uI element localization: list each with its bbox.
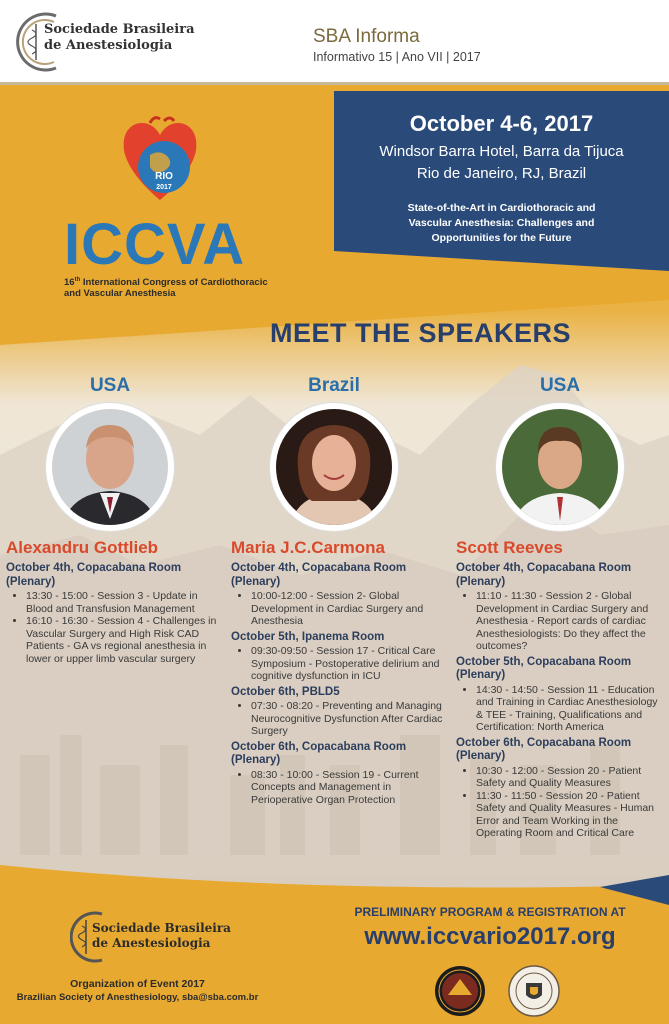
session-item: • 10:00-12:00 - Session 2- Global Development in Cardiac Surgery and Anesthesia (251, 590, 445, 628)
footer-logo-line1: Sociedade Brasileira (92, 921, 231, 935)
sba-footer-logo-text (92, 921, 231, 951)
session-item: • 14:30 - 14:50 - Session 11 - Education and Training in Cardiac Anesthesiology & TEE - Training, Qualifications and Certification: North America (476, 684, 666, 734)
speaker-photo (46, 403, 174, 531)
event-date: October 4-6, 2017 (409, 111, 594, 136)
venue-line1: Windsor Barra Hotel, Barra da Tijuca (379, 143, 624, 160)
heart-rio-label: RIO (155, 171, 173, 182)
speakers-heading: MEET THE SPEAKERS (270, 318, 572, 348)
congress-ordinal: th (74, 277, 81, 283)
organization-contact: Brazilian Society of Anesthesiology, sba@sba.com.br (16, 992, 259, 1003)
registration-label: PRELIMINARY PROGRAM & REGISTRATION AT (354, 905, 626, 919)
event-logo-text: ICCVA (64, 212, 246, 277)
session-list (456, 765, 666, 840)
newsletter-title: SBA Informa (313, 26, 420, 47)
congress-number: 16 (64, 277, 75, 289)
logo-text-line2: de Anestesiologia (44, 38, 173, 53)
schedule-room: October 4th, Copacabana Room (Plenary) (6, 562, 182, 588)
congress-full-name (64, 275, 274, 299)
speaker-portrait-icon (276, 409, 392, 525)
session-list (456, 590, 666, 653)
speaker-photo (270, 403, 398, 531)
schedule-room: October 6th, PBLD5 (231, 685, 340, 698)
heart-globe-icon (120, 115, 200, 210)
event-tagline (334, 201, 669, 246)
venue-line2: Rio de Janeiro, RJ, Brazil (416, 165, 587, 182)
session-item: • 13:30 - 15:00 - Session 3 - Update in Blood and Transfusion Management (26, 590, 218, 615)
logo-text-line1: Sociedade Brasileira (44, 22, 195, 37)
session-item: • 10:30 - 12:00 - Session 20 - Patient Safety and Quality Measures (476, 765, 666, 790)
speaker-name: Alexandru Gottlieb (6, 538, 159, 557)
society-seal-icon (434, 965, 486, 1017)
speaker-schedule (456, 560, 666, 843)
speaker-portrait-icon (52, 409, 168, 525)
session-list (231, 700, 445, 738)
congress-line1: International Congress of Cardiothoracic (80, 277, 268, 289)
session-item: • 07:30 - 08:20 - Preventing and Managing Neurocognitive Dysfunction After Cardiac Surgery (251, 700, 445, 738)
speaker-schedule (6, 560, 218, 668)
speaker-country: Brazil (308, 375, 360, 396)
footer-logo-line2: de Anestesiologia (92, 936, 211, 950)
speaker-country: USA (89, 375, 131, 396)
sba-logo-text (44, 22, 195, 54)
speaker-portrait-icon (502, 409, 618, 525)
registration-link[interactable]: www.iccvario2017.org (364, 923, 616, 950)
session-item: • 08:30 - 10:00 - Session 19 - Current Concepts and Management in Perioperative Organ Protection (251, 769, 445, 807)
speaker-photo (496, 403, 624, 531)
session-list (6, 590, 218, 665)
heart-year-label: 2017 (156, 184, 172, 191)
event-poster (0, 85, 669, 1024)
speaker-name: Scott Reeves (456, 538, 563, 557)
newsletter-issue: Informativo 15 | Ano VII | 2017 (313, 50, 481, 64)
schedule-room: October 4th, Copacabana Room (Plenary) (456, 562, 632, 588)
newsletter-header (0, 0, 669, 85)
session-item: • 09:30-09:50 - Session 17 - Critical Care Symposium - Postoperative delirium and cognitive dysfunction in ICU (251, 645, 445, 683)
session-item: • 16:10 - 16:30 - Session 4 - Challenges in Vascular Surgery and High Risk CAD Patients - GA vs regional anesthesia in lower or upper limb vascular surgery (26, 615, 218, 665)
schedule-room: October 5th, Ipanema Room (231, 630, 385, 643)
session-list (456, 684, 666, 734)
session-list (231, 645, 445, 683)
tagline-line1: State-of-the-Art in Cardiothoracic and (407, 202, 596, 214)
congress-line2: and Vascular Anesthesia (64, 288, 176, 300)
session-list (231, 590, 445, 628)
session-item: • 11:10 - 11:30 - Session 2 - Global Development in Cardiac Surgery and Anesthesia - Report cards of cardiac Anesthesiologists: Do they affect the outcomes? (476, 590, 666, 653)
schedule-room: October 4th, Copacabana Room (Plenary) (231, 562, 407, 588)
tagline-line3: Opportunities for the Future (431, 232, 572, 244)
society-crest-icon (508, 965, 560, 1017)
session-list (231, 769, 445, 807)
speaker-name: Maria J.C.Carmona (231, 538, 385, 557)
event-venue (334, 141, 669, 185)
schedule-room: October 5th, Copacabana Room (Plenary) (456, 655, 632, 681)
speaker-country: USA (539, 375, 581, 396)
speaker-schedule (231, 560, 445, 809)
schedule-room: October 6th, Copacabana Room (Plenary) (231, 740, 407, 766)
tagline-line2: Vascular Anesthesia: Challenges and (408, 217, 595, 229)
organization-label: Organization of Event 2017 (70, 978, 205, 990)
session-item: • 11:30 - 11:50 - Session 20 - Patient Safety and Quality Measures - Human Error and Team Working in the Operating Room and Critical Care (476, 790, 666, 840)
schedule-room: October 6th, Copacabana Room (Plenary) (456, 736, 632, 762)
